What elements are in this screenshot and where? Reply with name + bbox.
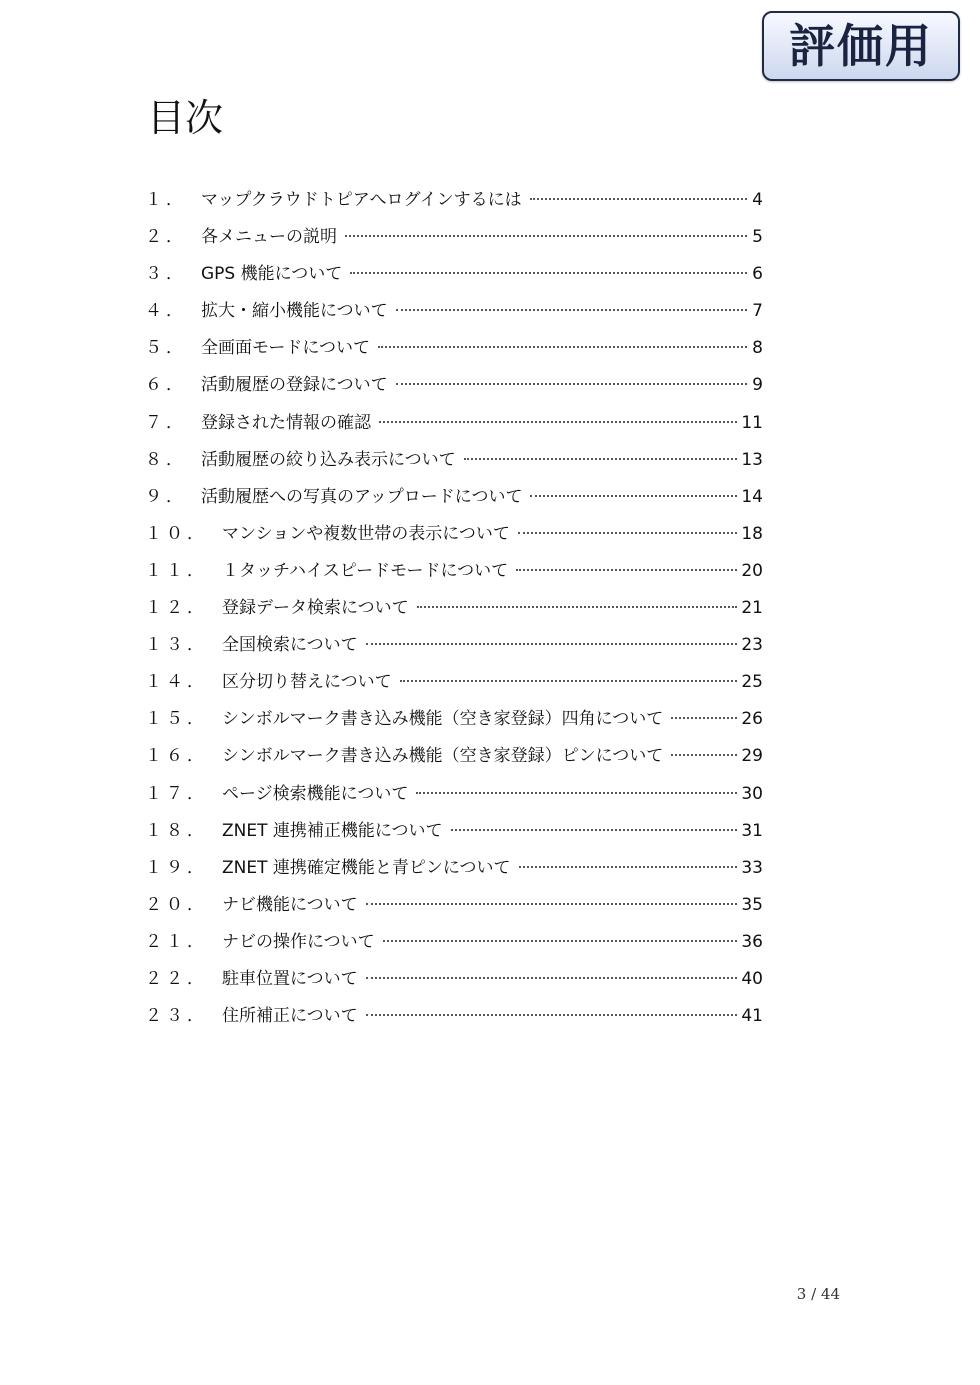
toc-entry-title: 活動履歴への写真のアップロードについて	[201, 486, 523, 507]
toc-entry-page: 11	[741, 412, 763, 433]
toc-entry[interactable]	[145, 553, 763, 590]
toc-entry-page: 36	[741, 931, 763, 952]
toc-entry[interactable]	[145, 442, 763, 479]
toc-entry[interactable]	[145, 887, 763, 924]
toc-dot-leader	[671, 754, 737, 756]
toc-entry-page: 9	[752, 375, 763, 396]
toc-dot-leader	[518, 532, 737, 534]
toc-entry-page: 21	[741, 598, 763, 619]
toc-dot-leader	[417, 606, 738, 608]
toc-entry[interactable]	[145, 182, 763, 219]
toc-entry[interactable]	[145, 330, 763, 367]
toc-entry-number: ９．	[145, 486, 187, 507]
toc-entry-number: ７．	[145, 412, 187, 433]
toc-entry[interactable]	[145, 405, 763, 442]
toc-entry[interactable]	[145, 998, 763, 1035]
toc-dot-leader	[350, 272, 747, 274]
toc-entry-title: ナビの操作について	[222, 931, 375, 952]
toc-entry-page: 7	[752, 301, 763, 322]
toc-dot-leader	[396, 383, 747, 385]
toc-entry[interactable]	[145, 293, 763, 330]
toc-entry-title: 登録された情報の確認	[201, 412, 371, 433]
toc-entry-number: １３．	[145, 635, 208, 656]
toc-entry-number: ２２．	[145, 968, 208, 989]
toc-entry-page: 29	[741, 746, 763, 767]
toc-dot-leader	[383, 940, 738, 942]
toc-entry-page: 33	[741, 857, 763, 878]
toc-dot-leader	[464, 458, 738, 460]
toc-entry-number: １４．	[145, 672, 208, 693]
toc-entry-title: 住所補正について	[222, 1006, 358, 1027]
page-title: 目次	[147, 96, 224, 140]
toc-entry-number: ８．	[145, 449, 187, 470]
toc-entry[interactable]	[145, 738, 763, 775]
toc-entry-title: １タッチハイスピードモードについて	[222, 560, 509, 581]
toc-entry-title: ナビ機能について	[222, 894, 358, 915]
toc-entry-number: １９．	[145, 857, 208, 878]
toc-entry-number: １６．	[145, 746, 208, 767]
toc-dot-leader	[530, 198, 747, 200]
page-number: 3 / 44	[796, 1285, 840, 1303]
toc-entry-title: 拡大・縮小機能について	[201, 301, 388, 322]
toc-entry[interactable]	[145, 516, 763, 553]
toc-dot-leader	[530, 495, 737, 497]
toc-entry-title: GPS 機能について	[201, 264, 343, 285]
toc-entry-title: シンボルマーク書き込み機能（空き家登録）ピンについて	[222, 746, 664, 767]
toc-entry-title: シンボルマーク書き込み機能（空き家登録）四角について	[222, 709, 664, 730]
toc-entry-title: 各メニューの説明	[201, 227, 337, 248]
toc-entry-page: 23	[741, 635, 763, 656]
toc-entry-title: 全画面モードについて	[201, 338, 370, 359]
evaluation-stamp-text: 評価用	[789, 19, 933, 73]
toc-dot-leader	[366, 903, 738, 905]
toc-entry-title: マンションや複数世帯の表示について	[222, 523, 510, 544]
toc-entry-number: １１．	[145, 560, 208, 581]
toc-entry-number: ４．	[145, 301, 187, 322]
toc-entry-page: 18	[741, 523, 763, 544]
toc-entry-page: 20	[741, 560, 763, 581]
toc-entry[interactable]	[145, 701, 763, 738]
toc-entry[interactable]	[145, 813, 763, 850]
toc-entry-number: ５．	[145, 338, 187, 359]
toc-entry[interactable]	[145, 256, 763, 293]
toc-entry-title: ZNET 連携確定機能と青ピンについて	[222, 857, 511, 878]
toc-dot-leader	[671, 717, 737, 719]
toc-dot-leader	[396, 309, 747, 311]
toc-entry[interactable]	[145, 924, 763, 961]
toc-entry-number: ２０．	[145, 894, 208, 915]
toc-entry-page: 4	[752, 190, 763, 210]
toc-entry-number: ２．	[145, 227, 187, 248]
toc-entry-number: ６．	[145, 375, 187, 396]
toc-entry-title: マップクラウドトピアへログインするには	[201, 190, 522, 210]
toc-dot-leader	[416, 792, 737, 794]
toc-entry-number: １０．	[145, 523, 208, 544]
toc-entry-title: ページ検索機能について	[222, 783, 409, 804]
toc-dot-leader	[400, 680, 738, 682]
toc-entry-page: 40	[741, 968, 763, 989]
toc-entry-number: １５．	[145, 709, 208, 730]
evaluation-stamp	[762, 11, 960, 81]
toc-entry-number: ２１．	[145, 931, 208, 952]
toc-entry-page: 13	[741, 449, 763, 470]
toc-entry-title: 区分切り替えについて	[222, 672, 392, 693]
toc-entry-page: 35	[741, 894, 763, 915]
toc-entry[interactable]	[145, 367, 763, 404]
toc-entry-page: 6	[752, 264, 763, 285]
toc-entry-number: １．	[145, 190, 187, 210]
toc-entry-page: 26	[741, 709, 763, 730]
toc-entry-number: ３．	[145, 264, 187, 285]
toc-entry[interactable]	[145, 219, 763, 256]
toc-dot-leader	[366, 643, 738, 645]
toc-entry-number: １７．	[145, 783, 208, 804]
toc-dot-leader	[379, 421, 737, 423]
toc-entry-number: ２３．	[145, 1006, 208, 1027]
toc-entry[interactable]	[145, 479, 763, 516]
toc-entry[interactable]	[145, 961, 763, 998]
toc-entry-page: 5	[752, 227, 763, 248]
toc-dot-leader	[378, 346, 747, 348]
toc-entry[interactable]	[145, 627, 763, 664]
toc-entry[interactable]	[145, 850, 763, 887]
toc-entry[interactable]	[145, 590, 763, 627]
toc-entry-title: ZNET 連携補正機能について	[222, 820, 443, 841]
toc-entry-page: 25	[741, 672, 763, 693]
toc-dot-leader	[516, 569, 737, 571]
toc-entry-page: 8	[752, 338, 763, 359]
toc-entry-number: １８．	[145, 820, 208, 841]
toc-dot-leader	[345, 235, 747, 237]
toc-dot-leader	[366, 977, 738, 979]
toc-dot-leader	[519, 866, 738, 868]
toc-entry-page: 14	[741, 486, 763, 507]
toc-entry-page: 31	[741, 820, 763, 841]
table-of-contents	[145, 182, 763, 1035]
toc-entry[interactable]	[145, 776, 763, 813]
toc-dot-leader	[451, 829, 738, 831]
toc-entry-title: 活動履歴の登録について	[201, 375, 388, 396]
toc-entry-title: 駐車位置について	[222, 968, 358, 989]
toc-entry-page: 30	[741, 783, 763, 804]
toc-dot-leader	[366, 1014, 738, 1016]
toc-entry-number: １２．	[145, 598, 208, 619]
toc-entry-title: 登録データ検索について	[222, 598, 409, 619]
toc-entry[interactable]	[145, 664, 763, 701]
toc-entry-title: 全国検索について	[222, 635, 358, 656]
toc-entry-page: 41	[741, 1006, 763, 1027]
toc-entry-title: 活動履歴の絞り込み表示について	[201, 449, 456, 470]
